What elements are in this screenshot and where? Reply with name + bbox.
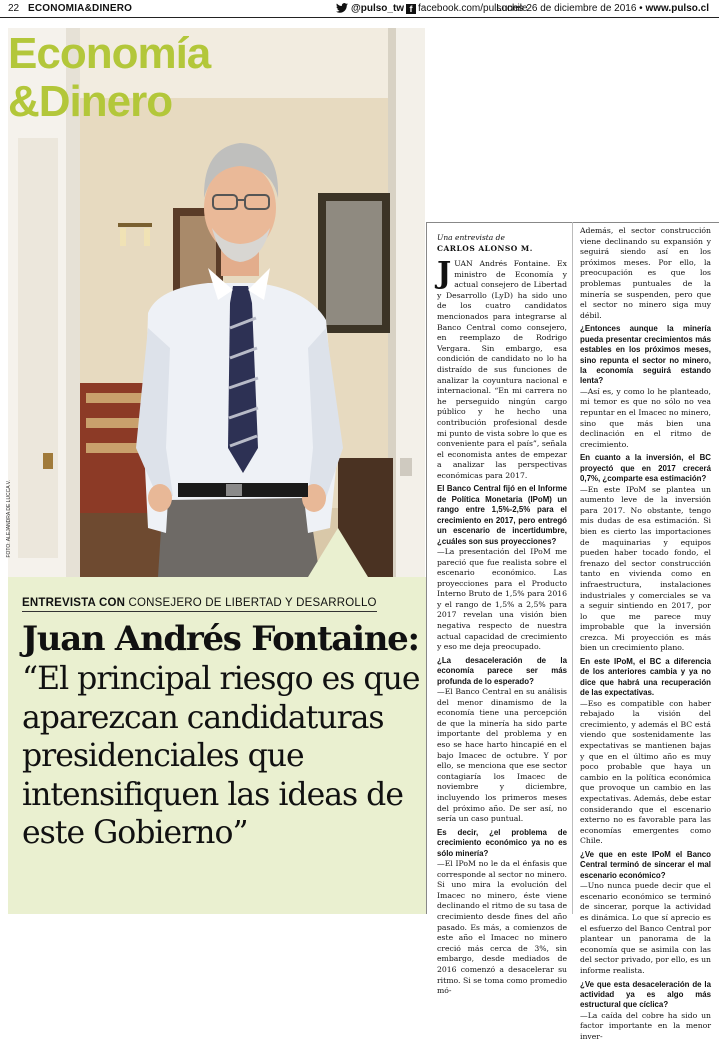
- issue-date: Lunes 26 de diciembre de 2016: [496, 3, 637, 14]
- headline-name: Juan Andrés Fontaine:: [22, 619, 419, 659]
- intro-text: UAN Andrés Fontaine. Ex ministro de Economía y actual consejero de Libertad y Desarrollo (LyD) ha sido uno de los cuatro candidatos mencionados para integrarse al Banco Central como consejero, en reemplazo de Rodrigo Vergara. Sin embargo, esa condición de candidato no lo ha distraído de sus funciones de analizar la coyuntura nacional e internacional. “En mi carrera no he perseguido ningún cargo público y he hecho una contribución profesional desde mi punto de vista sobre lo que es conveniente para el país”, señala el economista antes de empezar a analizar las perspectivas económicas para 2017.: [437, 259, 567, 480]
- facebook-icon: f: [406, 4, 416, 14]
- site-url[interactable]: www.pulso.cl: [645, 3, 709, 14]
- answer-4: —Así es, y como lo he planteado, mi temor es que no sólo no vea repuntar en el Imacec no minero, sino que más bien una declinación en el ritmo de crecimiento.: [580, 386, 711, 449]
- answer-6: —Eso es compatible con haber rebajado la visión del crecimiento, y además el BC está viendo que sostenidamente las expectativas se mantienen bajas y que en el último año es muy poco probable que haya un cambio en la política económica que provoque un cambio en las expectativas. Además, debe estar considerando que el escenario externo no es favorable para las economías emergentes como Chile.: [580, 698, 711, 846]
- question-3: Es decir, ¿el problema de crecimiento económico ya no es sólo minería?: [437, 827, 567, 858]
- twitter-handle[interactable]: [336, 0, 404, 18]
- twitter-handle-text: @pulso_tw: [351, 3, 405, 14]
- logo-line-2: &Dinero: [8, 77, 173, 126]
- article-column-1: [437, 256, 567, 996]
- answer-8: —La caída del cobre ha sido un factor importante en la menor inver-: [580, 1010, 711, 1041]
- article-column-2: [580, 226, 711, 1041]
- question-6: En este IPoM, el BC a diferencia de los anteriores cambia y ya no dice que habrá una recuperación de las expectativas.: [580, 657, 711, 698]
- byline: [437, 232, 569, 254]
- twitter-icon: [336, 3, 348, 13]
- question-5: En cuanto a la inversión, el BC proyectó que en 2017 crecerá 0,7%, ¿comparte esa estimación?: [580, 453, 711, 484]
- question-2: ¿La desaceleración de la economía parece ser más profunda de lo esperado?: [437, 655, 567, 686]
- section-logo: [8, 30, 210, 126]
- answer-3: —El IPoM no le da el énfasis que corresponde al sector no minero. Si uno mira la evolución del Imacec no minero, éste viene declinando el ritmo de su tasa de crecimiento desde fines del año pasado. Es más, a comienzos de este año el Imacec no minero creció más cerca de 3%, sin embargo, desde mediados de 2016 comenzó a desacelerar su ritmo. Si se toma como promedio mó-: [437, 859, 567, 996]
- column-rule-left: [426, 222, 427, 914]
- question-8: ¿Ve que esta desaceleración de la actividad ya es algo más estructural que cíclica?: [580, 979, 711, 1010]
- answer-5: —En este IPoM se plantea un aumento leve de la inversión para 2017. No obstante, tengo mis dudas de esa estimación. Si bien es cierto las importaciones de maquinarias y equipos pueden haber tocado fondo, el frenazo del sector construcción tanto en vivienda como en infraestructura, instalaciones industriales y comerciales se va a seguir sintiendo en 2017, por lo que me parece muy improbable que la inversión crezca. Mi proyección es más bien un crecimiento plano.: [580, 484, 711, 653]
- answer-2: —El Banco Central en su análisis del menor dinamismo de la economía tiene una percepción de que la minería ha sido parte importante del problema y en eso se hace harto hincapié en el bajo Imacec de octubre. Y por ello, se menciona que ese sector contagiaría los Imacec de noviembre y diciembre, incluyendo los primeros meses del próximo año. De ser así, no sería un caso puntual.: [437, 687, 567, 824]
- answer-3-continued: Además, el sector construcción viene declinando su expansión y seguirá siendo así en los próximos meses. Por ello, la preocupación es que los problemas puntuales de la minería se suspenden, pero que el sector no minero siga muy débil.: [580, 226, 711, 320]
- answer-1: —La presentación del IPoM me pareció que fue realista sobre el escenario económico. Las proyecciones para el Producto Interno Bruto de 1,5% para 2016 y el rango de 1,5% a 2,5% para 2017 revelan una visión bien negativa respecto de nuestra actual capacidad de crecimiento y eso me deja preocupado.: [437, 546, 567, 652]
- page-number: 22: [8, 3, 20, 14]
- kicker-text: CONSEJERO DE LIBERTAD Y DESARROLLO: [128, 597, 377, 609]
- kicker-label: ENTREVISTA CON: [22, 597, 126, 609]
- article-intro: [437, 256, 567, 481]
- byline-author: CARLOS ALONSO M.: [437, 244, 533, 253]
- question-1: El Banco Central fijó en el Informe de Política Monetaria (IPoM) un rango entre 1,5%-2,5% para el crecimiento en 2017, pero entregó un escenario de incertidumbre, ¿cuáles son sus proyecciones?: [437, 484, 567, 546]
- section-name: ECONOMIA&DINERO: [28, 3, 133, 14]
- facebook-link-text: facebook.com/pulsochile: [418, 3, 528, 14]
- header-date: Lunes 26 de diciembre de 2016 • www.pulso.cl: [496, 3, 709, 14]
- answer-7: —Uno nunca puede decir que el escenario económico se terminó de sincerar, porque la actividad es dinámica. Lo que sí aprecio es el esfuerzo del Banco Central por plantear un panorama de la economía que se asimila con las del sector privado, por ello, es un informe realista.: [580, 881, 711, 975]
- headline-quote: “El principal riesgo es que aparezcan candidaturas presidenciales que intensifiquen las ideas de este Gobierno”: [22, 661, 420, 851]
- kicker: [22, 597, 377, 612]
- column-rule-middle: [572, 222, 573, 914]
- question-7: ¿Ve que en este IPoM el Banco Central terminó de sincerar el mal escenario económico?: [580, 850, 711, 880]
- page-header: [0, 0, 719, 18]
- question-4: ¿Entonces aunque la minería pueda presentar crecimientos más estables en los próximos meses, sino repunta el sector no minero, la economía seguirá estando lenta?: [580, 324, 711, 386]
- photo-credit: FOTO: ALEJANDRA DE LUCCA V.: [6, 480, 12, 558]
- drop-cap: J: [437, 256, 452, 291]
- byline-label: Una entrevista de: [437, 233, 505, 242]
- logo-line-1: Economía: [8, 29, 211, 78]
